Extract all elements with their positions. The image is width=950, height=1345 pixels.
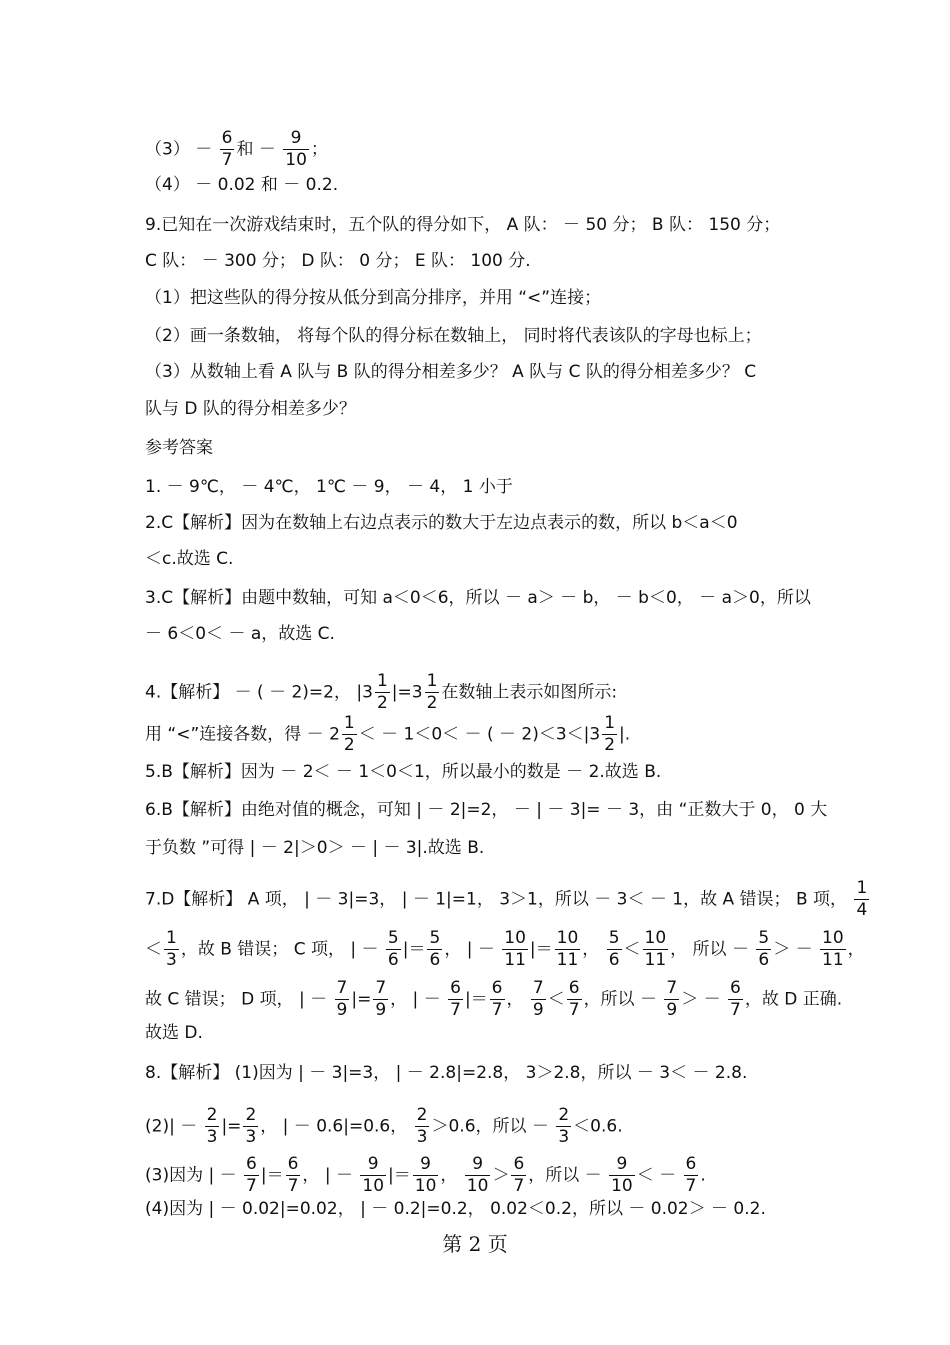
fraction-numerator: 10 [556,928,579,948]
text-line [145,588,811,608]
text-line [145,762,661,782]
text-segment: （1）把这些队的得分按从低分到高分排序，并用 “<”连接； [145,288,602,308]
fraction-numerator: 6 [513,1154,525,1174]
fraction [220,130,235,169]
text-segment: 7.D【解析】 A 项， | － 3|=3， | － 1|=1， 3＞1，所以 － 3＜ － 1，故 A 错误； B 项， [145,889,853,910]
text-segment: ， | － [302,1165,359,1186]
fraction-numerator: 6 [450,978,461,998]
text-segment: ， 所以 － [670,939,755,960]
fraction-denominator: 6 [387,950,399,970]
text-line [145,1107,623,1146]
fraction [373,980,388,1019]
fraction-denominator: 10 [611,1176,633,1196]
fraction-numerator: 1 [604,713,616,733]
text-segment: |= [351,989,372,1010]
fraction-denominator: 7 [685,1176,697,1196]
fraction-denominator: 9 [336,1000,348,1020]
text-line [145,715,630,754]
text-segment: 1. － 9℃， － 4℃， 1℃ － 9， － 4， 1 小于 [145,477,513,497]
fraction-numerator: 10 [644,928,667,948]
text-segment: ，所以 － [583,989,663,1010]
text-segment: （3）从数轴上看 A 队与 B 队的得分相差多少？ A 队与 C 队的得分相差多少？ C [145,362,757,382]
fraction [728,980,743,1019]
fraction-denominator: 9 [532,1000,544,1020]
fraction [664,980,679,1019]
fraction-denominator: 7 [491,1000,503,1020]
fraction-denominator: 7 [246,1176,257,1196]
fraction [360,1156,386,1195]
text-line [145,800,827,820]
text-line [145,215,780,235]
text-segment: ，所以 － [528,1165,608,1186]
text-segment: |＝ [464,989,488,1010]
text-segment: （3） － [145,139,218,160]
text-segment: ＜ － [636,1165,682,1186]
text-segment: ＜ [623,939,641,960]
fraction [413,1156,439,1195]
fraction-denominator: 6 [429,950,441,970]
fraction-denominator: 10 [414,1176,437,1196]
text-segment: ， [440,1165,463,1186]
fraction [511,1156,526,1195]
fraction-numerator: 7 [532,978,544,998]
text-segment: ， [506,989,529,1010]
text-segment: |＝ [260,1165,284,1186]
text-segment: |＝ [388,1165,411,1186]
page-number: 第 2 页 [442,1232,508,1256]
text-line [145,838,484,858]
fraction-denominator: 7 [568,1000,580,1020]
fraction-numerator: 1 [343,713,355,733]
text-segment: ， | － [444,939,501,960]
text-segment: (3)因为 | － [145,1165,243,1186]
text-segment: 于负数 ”可得 | － 2|＞0＞ － | － 3|.故选 B. [145,838,485,858]
text-segment: 故选 D. [145,1023,203,1043]
fraction-denominator: 11 [504,950,526,970]
fraction [164,930,179,969]
text-segment: ，故 D 正确. [744,989,843,1010]
fraction [335,980,350,1019]
text-line [145,980,842,1019]
text-segment: 故 C 错误； D 项， | － [145,989,333,1010]
text-segment: ＞ [492,1165,510,1186]
fraction-numerator: 2 [416,1105,428,1125]
fraction [427,930,442,969]
text-segment: ＜0.6. [573,1116,623,1137]
fraction-numerator: 10 [504,928,526,948]
fraction [684,1156,699,1195]
fraction-numerator: 1 [856,878,868,898]
text-segment: 队与 D 队的得分相差多少？ [145,399,356,419]
text-line [145,362,756,382]
text-line [145,130,328,169]
text-segment: ＜c.故选 C. [145,549,234,569]
fraction [243,1107,258,1146]
text-segment: |＝ [402,939,426,960]
fraction [556,1107,571,1146]
text-segment: (2)| － [145,1116,203,1137]
text-line [145,549,233,569]
fraction-numerator: 1 [166,928,177,948]
text-segment: ＜ [547,989,565,1010]
fraction-denominator: 7 [287,1176,299,1196]
fraction-denominator: 11 [822,950,844,970]
fraction-numerator: 6 [685,1154,697,1174]
fraction [643,930,669,969]
text-line [145,175,338,195]
text-segment: 9.已知在一次游戏结束时，五个队的得分如下， A 队： － 50 分； B 队： 150 分； [145,215,781,235]
text-segment: ＞ － [681,989,727,1010]
fraction-denominator: 2 [604,735,616,755]
fraction-denominator: 3 [245,1127,257,1147]
fraction-denominator: 11 [644,950,667,970]
fraction-denominator: 2 [343,735,355,755]
fraction-denominator: 7 [513,1176,525,1196]
text-segment: . [700,1165,706,1186]
fraction [531,980,546,1019]
fraction [244,1156,259,1195]
fraction-numerator: 5 [758,928,770,948]
text-line [145,1023,203,1043]
fraction-denominator: 6 [758,950,770,970]
fraction-numerator: 2 [558,1105,570,1125]
fraction-numerator: 5 [608,928,620,948]
fraction-numerator: 7 [336,978,348,998]
fraction-numerator: 5 [429,928,441,948]
fraction-numerator: 9 [616,1154,628,1174]
text-segment: 4.【解析】 － ( － 2)=2， |3 [145,682,373,703]
fraction [567,980,582,1019]
text-segment: （2）画一条数轴， 将每个队的得分标在数轴上， 同时将代表该队的字母也标上； [145,326,762,346]
fraction [490,980,505,1019]
text-line [145,513,738,533]
text-segment: ＜ － 1＜0＜ － ( － 2)＜3＜|3 [358,724,601,745]
fraction [607,930,622,969]
text-segment: ， | － 0.6|=0.6， [260,1116,413,1137]
fraction-numerator: 6 [287,1154,299,1174]
text-segment: ， [847,939,865,960]
fraction [555,930,581,969]
text-segment: 2.C【解析】因为在数轴上右边点表示的数大于左边点表示的数，所以 b＜a＜0 [145,513,738,533]
text-segment: |＝ [529,939,553,960]
text-line [145,399,356,419]
fraction-denominator: 11 [556,950,579,970]
fraction-numerator: 7 [666,978,678,998]
fraction [465,1156,491,1195]
fraction-denominator: 4 [856,900,868,920]
fraction [342,715,357,754]
text-segment: 3.C【解析】由题中数轴，可知 a＜0＜6，所以 － a＞ － b， － b＜0， － a＞0，所以 [145,588,811,608]
fraction-numerator: 9 [290,128,302,148]
text-line [145,880,871,919]
text-line [145,624,335,644]
text-segment: （4） － 0.02 和 － 0.2. [145,175,339,195]
fraction [820,930,846,969]
fraction [283,130,309,169]
text-segment: － 6＜0＜ － a，故选 C. [145,624,335,644]
fraction-numerator: 1 [376,671,388,691]
text-line [145,673,617,712]
fraction-numerator: 6 [221,128,233,148]
fraction-numerator: 6 [568,978,580,998]
fraction-numerator: 9 [367,1154,379,1174]
fraction [756,930,771,969]
text-segment: ＜ [145,939,162,960]
text-segment: 和 － [236,139,282,160]
text-segment: ， | － [390,989,447,1010]
fraction-numerator: 7 [375,978,387,998]
fraction-numerator: 2 [245,1105,257,1125]
fraction-denominator: 7 [730,1000,741,1020]
fraction-denominator: 3 [416,1127,428,1147]
fraction [425,673,440,712]
text-segment: 8.【解析】 (1)因为 | － 3|=3， | － 2.8|=2.8， 3＞2.8，所以 － 3＜ － 2.8. [145,1063,748,1083]
text-line [145,477,513,497]
text-segment: ＞ － [773,939,819,960]
text-segment: ，故 B 错误； C 项， | － [180,939,384,960]
fraction-numerator: 9 [472,1154,484,1174]
fraction-denominator: 3 [206,1127,218,1147]
fraction [602,715,617,754]
text-segment: |=3 [391,682,423,703]
fraction-numerator: 5 [387,928,399,948]
text-line [145,1156,706,1195]
fraction-denominator: 10 [362,1176,385,1196]
fraction [386,930,401,969]
fraction [415,1107,430,1146]
fraction-numerator: 10 [822,928,844,948]
text-segment: (4)因为 | － 0.02|=0.02， | － 0.2|=0.2， 0.02＜0.2，所以 － 0.02＞ － 0.2. [145,1199,766,1219]
text-segment: 参考答案 [145,438,213,458]
text-segment: 5.B【解析】因为 － 2＜ － 1＜0＜1，所以最小的数是 － 2.故选 B. [145,762,662,782]
fraction-numerator: 9 [420,1154,431,1174]
text-line [145,1199,766,1219]
fraction-numerator: 6 [246,1154,257,1174]
fraction [205,1107,220,1146]
text-segment: 用 “<”连接各数，得 － 2 [145,724,340,745]
text-segment: ＞0.6，所以 － [431,1116,555,1137]
fraction-denominator: 3 [558,1127,570,1147]
fraction [448,980,463,1019]
text-segment: |= [221,1116,242,1137]
fraction-denominator: 7 [450,1000,461,1020]
fraction-denominator: 9 [666,1000,678,1020]
fraction-denominator: 7 [221,150,233,170]
text-segment: ， [582,939,605,960]
fraction-numerator: 6 [730,978,741,998]
fraction-denominator: 3 [166,950,177,970]
text-line [145,438,213,458]
fraction-denominator: 6 [608,950,620,970]
fraction-numerator: 2 [206,1105,218,1125]
text-segment: |. [619,724,631,745]
text-line [145,251,531,271]
text-segment: 在数轴上表示如图所示: [441,682,618,703]
text-segment: C 队： － 300 分； D 队： 0 分； E 队： 100 分. [145,251,531,271]
text-line [145,288,601,308]
text-line [145,930,865,969]
fraction-numerator: 1 [426,671,438,691]
fraction [609,1156,635,1195]
fraction [286,1156,301,1195]
text-line [145,1063,747,1083]
text-segment: ； [310,139,328,160]
fraction-denominator: 10 [466,1176,489,1196]
fraction-denominator: 9 [375,1000,387,1020]
fraction [502,930,528,969]
text-segment: 6.B【解析】由绝对值的概念，可知 | － 2|=2， － | － 3|= － 3，由 “正数大于 0， 0 大 [145,800,828,820]
text-line [145,326,762,346]
fraction-denominator: 2 [426,693,438,713]
fraction [854,880,869,919]
fraction-denominator: 2 [376,693,388,713]
fraction [375,673,390,712]
fraction-denominator: 10 [285,150,307,170]
fraction-numerator: 6 [491,978,503,998]
